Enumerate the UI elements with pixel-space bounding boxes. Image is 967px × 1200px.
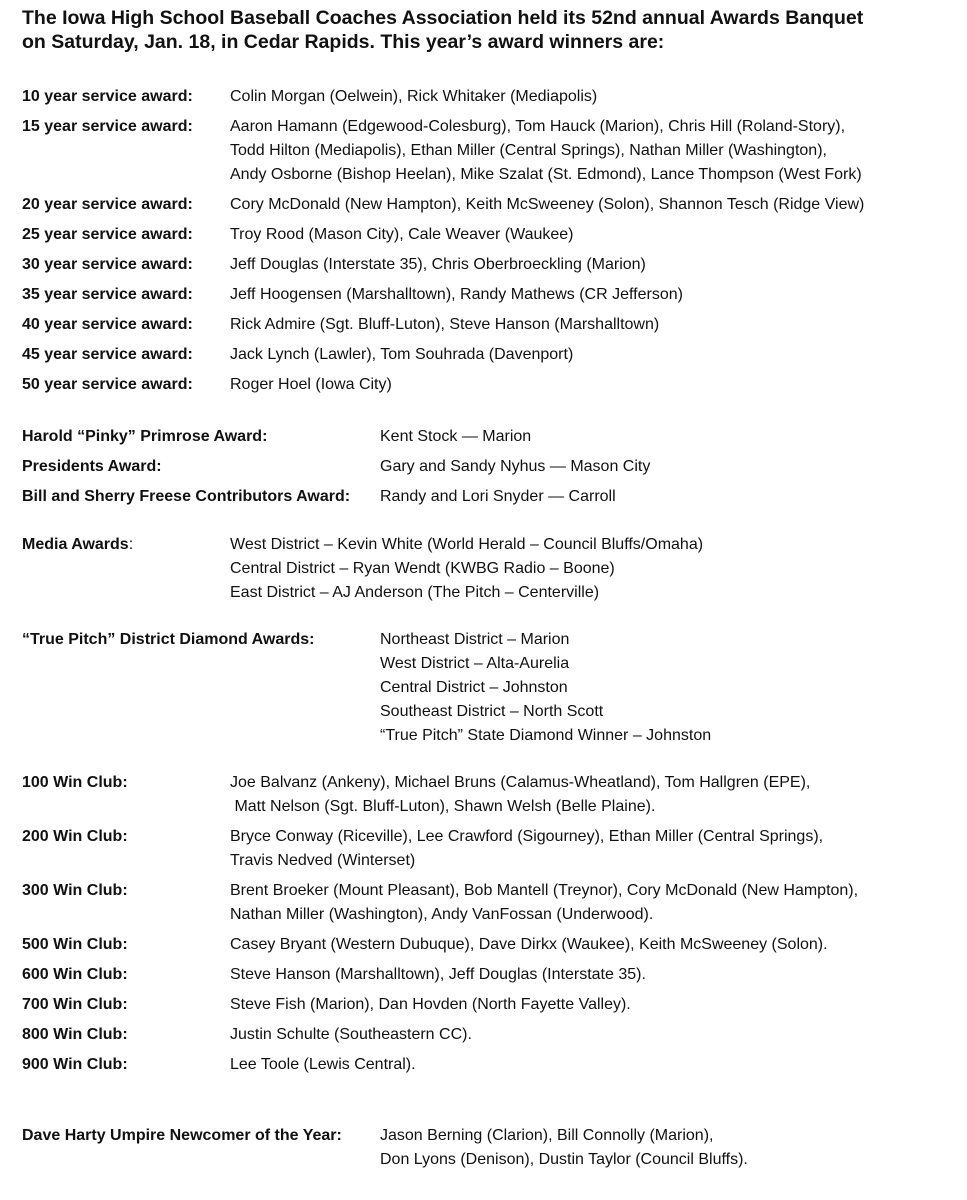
recipients-line: Jeff Douglas (Interstate 35), Chris Oberbroeckling (Marion) [230, 256, 646, 273]
recipients-line: Andy Osborne (Bishop Heelan), Mike Szalat (St. Edmond), Lance Thompson (West Fork) [230, 166, 862, 183]
recipients-line: Northeast District – Marion [380, 631, 570, 648]
award-label [22, 533, 133, 557]
award-recipients [230, 343, 952, 367]
award-label: 20 year service award: [22, 196, 193, 213]
club-members [230, 879, 952, 927]
award-label: 30 year service award: [22, 256, 193, 273]
club-members [230, 963, 952, 987]
award-label: 25 year service award: [22, 226, 193, 243]
recipients-line: Rick Admire (Sgt. Bluff-Luton), Steve Hanson (Marshalltown) [230, 316, 660, 333]
club-row-300 [22, 879, 952, 927]
award-label: Dave Harty Umpire Newcomer of the Year: [22, 1127, 342, 1144]
club-row-800 [22, 1023, 952, 1047]
club-label: 500 Win Club: [22, 936, 128, 953]
members-line: Matt Nelson (Sgt. Bluff-Luton), Shawn Welsh (Belle Plaine). [230, 798, 656, 815]
club-row-700 [22, 993, 952, 1017]
title-line-1: The Iowa High School Baseball Coaches Association held its 52nd annual Awards Banquet [22, 7, 864, 29]
win-clubs [22, 771, 952, 1083]
recipients-line: Don Lyons (Denison), Dustin Taylor (Council Bluffs). [380, 1151, 748, 1168]
club-label: 900 Win Club: [22, 1056, 128, 1073]
award-recipients [380, 485, 952, 509]
award-label: 40 year service award: [22, 316, 193, 333]
award-label: 50 year service award: [22, 376, 193, 393]
recipients-line: Southeast District – North Scott [380, 703, 604, 720]
award-row-45-year [22, 343, 952, 367]
recipients-line: West District – Alta-Aurelia [380, 655, 570, 672]
award-row-35-year [22, 283, 952, 307]
recipients-line: Aaron Hamann (Edgewood-Colesburg), Tom Hauck (Marion), Chris Hill (Roland-Story), [230, 118, 846, 135]
recipients-line: Colin Morgan (Oelwein), Rick Whitaker (Mediapolis) [230, 88, 598, 105]
members-line: Nathan Miller (Washington), Andy VanFossan (Underwood). [230, 906, 654, 923]
award-recipients [380, 425, 952, 449]
award-row-primrose [22, 425, 952, 449]
award-recipients [230, 313, 952, 337]
award-label: 45 year service award: [22, 346, 193, 363]
award-row-25-year [22, 223, 952, 247]
recipients-line: Cory McDonald (New Hampton), Keith McSweeney (Solon), Shannon Tesch (Ridge View) [230, 196, 865, 213]
members-line: Bryce Conway (Riceville), Lee Crawford (Sigourney), Ethan Miller (Central Springs), [230, 828, 824, 845]
award-row-media [22, 533, 952, 605]
club-row-200 [22, 825, 952, 873]
diamond-awards [22, 628, 952, 748]
club-members [230, 825, 952, 873]
award-label: 15 year service award: [22, 118, 193, 135]
award-row-presidents [22, 455, 952, 479]
award-row-diamond [22, 628, 952, 748]
members-line: Steve Fish (Marion), Dan Hovden (North Fayette Valley). [230, 996, 631, 1013]
club-row-500 [22, 933, 952, 957]
recipients-line: Central District – Johnston [380, 679, 568, 696]
award-row-umpire [22, 1124, 952, 1172]
award-recipients [380, 1124, 952, 1172]
award-recipients [380, 628, 952, 748]
club-label: 200 Win Club: [22, 828, 128, 845]
club-members [230, 771, 952, 819]
recipients-line: Roger Hoel (Iowa City) [230, 376, 392, 393]
award-label: Harold “Pinky” Primrose Award: [22, 428, 268, 445]
media-awards [22, 533, 952, 605]
members-line: Justin Schulte (Southeastern CC). [230, 1026, 472, 1043]
award-row-50-year [22, 373, 952, 397]
club-label: 800 Win Club: [22, 1026, 128, 1043]
recipients-line: Troy Rood (Mason City), Cale Weaver (Waukee) [230, 226, 574, 243]
club-members [230, 1023, 952, 1047]
club-members [230, 1053, 952, 1077]
award-label: “True Pitch” District Diamond Awards: [22, 631, 315, 648]
club-row-100 [22, 771, 952, 819]
award-row-30-year [22, 253, 952, 277]
service-awards [22, 85, 952, 403]
club-members [230, 933, 952, 957]
club-row-900 [22, 1053, 952, 1077]
recipients-line: Jeff Hoogensen (Marshalltown), Randy Mathews (CR Jefferson) [230, 286, 683, 303]
club-label: 600 Win Club: [22, 966, 128, 983]
recipients-line: “True Pitch” State Diamond Winner – Johnston [380, 727, 712, 744]
award-recipients [230, 253, 952, 277]
club-label: 700 Win Club: [22, 996, 128, 1013]
recipients-line: Central District – Ryan Wendt (KWBG Radio – Boone) [230, 560, 615, 577]
media-label-colon: : [128, 536, 134, 553]
recipients-line: Kent Stock — Marion [380, 428, 532, 445]
club-members [230, 993, 952, 1017]
members-line: Casey Bryant (Western Dubuque), Dave Dirkx (Waukee), Keith McSweeney (Solon). [230, 936, 828, 953]
recipients-line: Gary and Sandy Nyhus — Mason City [380, 458, 651, 475]
award-recipients [230, 193, 952, 217]
award-label: Presidents Award: [22, 458, 162, 475]
award-row-freese-contributors [22, 485, 952, 509]
umpire-award [22, 1124, 952, 1172]
club-row-600 [22, 963, 952, 987]
club-label: 100 Win Club: [22, 774, 128, 791]
award-recipients [230, 223, 952, 247]
award-label: Bill and Sherry Freese Contributors Award: [22, 488, 351, 505]
club-label: 300 Win Club: [22, 882, 128, 899]
award-label: 10 year service award: [22, 88, 193, 105]
members-line: Joe Balvanz (Ankeny), Michael Bruns (Calamus-Wheatland), Tom Hallgren (EPE), [230, 774, 811, 791]
recipients-line: Jason Berning (Clarion), Bill Connolly (Marion), [380, 1127, 714, 1144]
recipients-line: East District – AJ Anderson (The Pitch – Centerville) [230, 584, 600, 601]
members-line: Travis Nedved (Winterset) [230, 852, 416, 869]
members-line: Brent Broeker (Mount Pleasant), Bob Mantell (Treynor), Cory McDonald (New Hampton), [230, 882, 859, 899]
award-row-20-year [22, 193, 952, 217]
award-row-10-year [22, 85, 952, 109]
title-line-2: on Saturday, Jan. 18, in Cedar Rapids. This year’s award winners are: [22, 31, 665, 53]
members-line: Lee Toole (Lewis Central). [230, 1056, 416, 1073]
members-line: Steve Hanson (Marshalltown), Jeff Douglas (Interstate 35). [230, 966, 646, 983]
recipients-line: Todd Hilton (Mediapolis), Ethan Miller (Central Springs), Nathan Miller (Washington), [230, 142, 827, 159]
award-recipients [230, 85, 952, 109]
award-recipients [230, 283, 952, 307]
award-recipients [380, 455, 952, 479]
award-recipients [230, 115, 952, 187]
recipients-line: Jack Lynch (Lawler), Tom Souhrada (Davenport) [230, 346, 574, 363]
award-recipients [230, 373, 952, 397]
recipients-line: West District – Kevin White (World Herald – Council Bluffs/Omaha) [230, 536, 704, 553]
recipients-line: Randy and Lori Snyder — Carroll [380, 488, 616, 505]
media-label-text: Media Awards [22, 536, 129, 553]
page-title [22, 6, 952, 54]
award-row-40-year [22, 313, 952, 337]
award-label: 35 year service award: [22, 286, 193, 303]
award-recipients [230, 533, 952, 605]
special-awards [22, 425, 952, 515]
award-row-15-year [22, 115, 952, 187]
